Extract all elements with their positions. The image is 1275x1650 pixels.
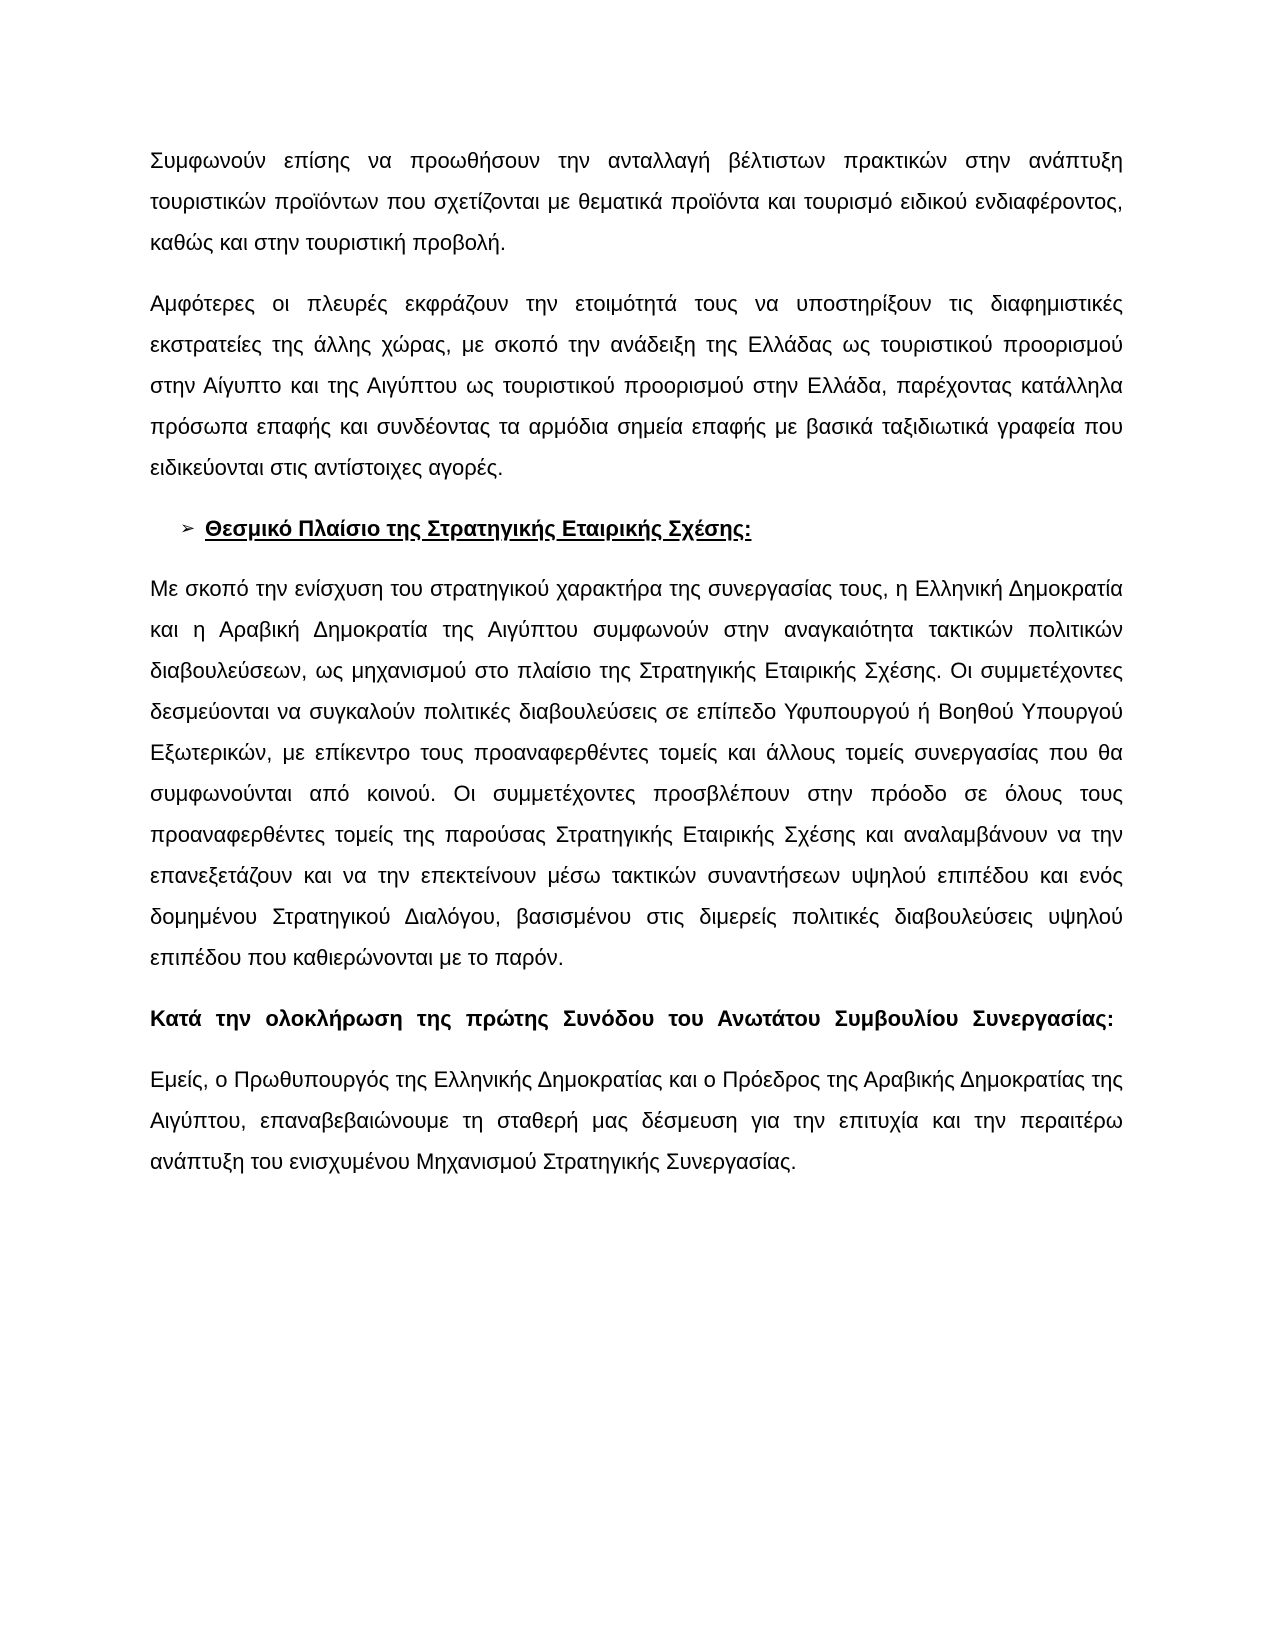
document-page bbox=[150, 140, 1123, 1202]
paragraph-political-consultations: Με σκοπό την ενίσχυση του στρατηγικού χαρακτήρα της συνεργασίας τους, η Ελληνική Δημοκρατία και η Αραβική Δημοκρατία της Αιγύπτου συμφωνούν στην αναγκαιότητα τακτικών πολιτικών διαβουλεύσεων, ως μηχανισμού στο πλαίσιο της Στρατηγικής Εταιρικής Σχέσης. Οι συμμετέχοντες δεσμεύονται να συγκαλούν πολιτικές διαβουλεύσεις σε επίπεδο Υφυπουργού ή Βοηθού Υπουργού Εξωτερικών, με επίκεντρο τους προαναφερθέντες τομείς και άλλους τομείς συνεργασίας που θα συμφωνούνται από κοινού. Οι συμμετέχοντες προσβλέπουν στην πρόοδο σε όλους τους προαναφερθέντες τομείς της παρούσας Στρατηγικής Εταιρικής Σχέσης και αναλαμβάνουν να την επανεξετάζουν και να την επεκτείνουν μέσω τακτικών συναντήσεων υψηλού επιπέδου και ενός δομημένου Στρατηγικού Διαλόγου, βασισμένου στις διμερείς πολιτικές διαβουλεύσεις υψηλού επιπέδου που καθιερώνονται με το παρόν. bbox=[150, 576, 1123, 970]
paragraph-reaffirmation: Εμείς, ο Πρωθυπουργός της Ελληνικής Δημοκρατίας και ο Πρόεδρος της Αραβικής Δημοκρατίας της Αιγύπτου, επαναβεβαιώνουμε τη σταθερή μας δέσμευση για την επιτυχία και την περαιτέρω ανάπτυξη του ενισχυμένου Μηχανισμού Στρατηγικής Συνεργασίας. bbox=[150, 1067, 1123, 1174]
section-heading-institutional-framework bbox=[150, 508, 1123, 549]
section-heading-title: Θεσμικό Πλαίσιο της Στρατηγικής Εταιρικής Σχέσης: bbox=[205, 516, 752, 541]
paragraph-advertising-campaigns: Αμφότερες οι πλευρές εκφράζουν την ετοιμότητά τους να υποστηρίξουν τις διαφημιστικές εκστρατείες της άλλης χώρας, με σκοπό την ανάδειξη της Ελλάδας ως τουριστικού προορισμού στην Αίγυπτο και της Αιγύπτου ως τουριστικού προορισμού στην Ελλάδα, παρέχοντας κατάλληλα πρόσωπα επαφής και συνδέοντας τα αρμόδια σημεία επαφής με βασικά ταξιδιωτικά γραφεία που ειδικεύονται στις αντίστοιχες αγορές. bbox=[150, 291, 1123, 480]
paragraph-tourism-best-practices: Συμφωνούν επίσης να προωθήσουν την ανταλλαγή βέλτιστων πρακτικών στην ανάπτυξη τουριστικών προϊόντων που σχετίζονται με θεματικά προϊόντα και τουρισμό ειδικού ενδιαφέροντος, καθώς και στην τουριστική προβολή. bbox=[150, 148, 1123, 255]
arrow-bullet-icon: ➢ bbox=[180, 518, 196, 538]
bold-heading-council-session: Κατά την ολοκλήρωση της πρώτης Συνόδου του Ανωτάτου Συμβουλίου Συνεργασίας: bbox=[150, 1006, 1115, 1031]
